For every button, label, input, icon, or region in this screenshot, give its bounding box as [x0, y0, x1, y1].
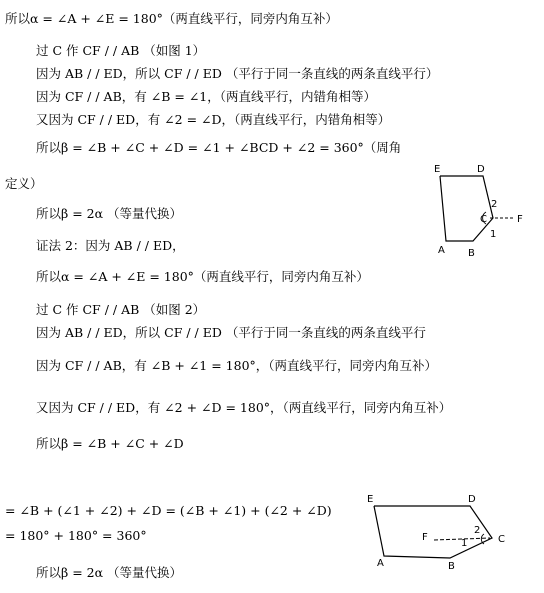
- figure-1-polygon: [440, 176, 493, 241]
- figure-1-label-c: C: [480, 214, 487, 225]
- text-line-11: 过 C 作 CF / / AB （如图 2）: [36, 302, 206, 317]
- text-line-14: 又因为 CF / / ED，有 ∠2 + ∠D = 180°，（两直线平行，同旁内角互补）: [36, 400, 452, 415]
- figure-2-label-1: 1: [461, 538, 468, 549]
- figure-1-label-1: 1: [490, 229, 497, 240]
- text-line-5: 又因为 CF / / ED，有 ∠2 = ∠D，（两直线平行，内错角相等）: [36, 112, 391, 127]
- figure-2-label-c: C: [498, 534, 505, 545]
- text-line-3: 因为 AB / / ED，所以 CF / / ED （平行于同一条直线的两条直线平行）: [36, 66, 439, 81]
- text-line-2: 过 C 作 CF / / AB （如图 1）: [36, 43, 206, 58]
- text-line-7: 定义）: [5, 176, 43, 191]
- figure-2-label-d: D: [468, 494, 476, 505]
- text-line-16: = ∠B + (∠1 + ∠2) + ∠D = (∠B + ∠1) + (∠2 + ∠D): [5, 503, 332, 518]
- text-line-9: 证法 2：因为 AB / / ED，: [36, 238, 185, 253]
- text-line-10: 所以α = ∠A + ∠E = 180°（两直线平行，同旁内角互补）: [36, 269, 369, 284]
- figure-2-diagram: [362, 490, 522, 570]
- text-line-17: = 180° + 180° = 360°: [5, 528, 147, 543]
- text-line-1: 所以α = ∠A + ∠E = 180°（两直线平行，同旁内角互补）: [5, 11, 338, 26]
- text-line-12: 因为 AB / / ED，所以 CF / / ED （平行于同一条直线的两条直线平行: [36, 325, 426, 340]
- text-line-6: 所以β = ∠B + ∠C + ∠D = ∠1 + ∠BCD + ∠2 = 360°（周角: [36, 140, 402, 155]
- text-line-4: 因为 CF / / AB，有 ∠B = ∠1，（两直线平行，内错角相等）: [36, 89, 376, 104]
- figure-1-label-d: D: [477, 164, 485, 175]
- figure-1-label-b: B: [468, 248, 475, 259]
- figure-2-label-b: B: [448, 561, 455, 570]
- text-line-18: 所以β = 2α （等量代换）: [36, 565, 183, 580]
- figure-2-label-a: A: [377, 558, 384, 569]
- text-line-8: 所以β = 2α （等量代换）: [36, 206, 183, 221]
- text-line-13: 因为 CF / / AB，有 ∠B + ∠1 = 180°，（两直线平行，同旁内角互补）: [36, 358, 438, 373]
- figure-1-diagram: [428, 158, 538, 268]
- figure-1-label-2: 2: [491, 199, 498, 210]
- figure-1-label-a: A: [438, 245, 445, 256]
- figure-2-label-2: 2: [474, 525, 481, 536]
- figure-2-label-e: E: [367, 494, 374, 505]
- text-line-15: 所以β = ∠B + ∠C + ∠D: [36, 436, 184, 451]
- figure-2-label-f: F: [422, 532, 428, 543]
- figure-1-label-f: F: [517, 214, 523, 225]
- figure-1-label-e: E: [434, 164, 441, 175]
